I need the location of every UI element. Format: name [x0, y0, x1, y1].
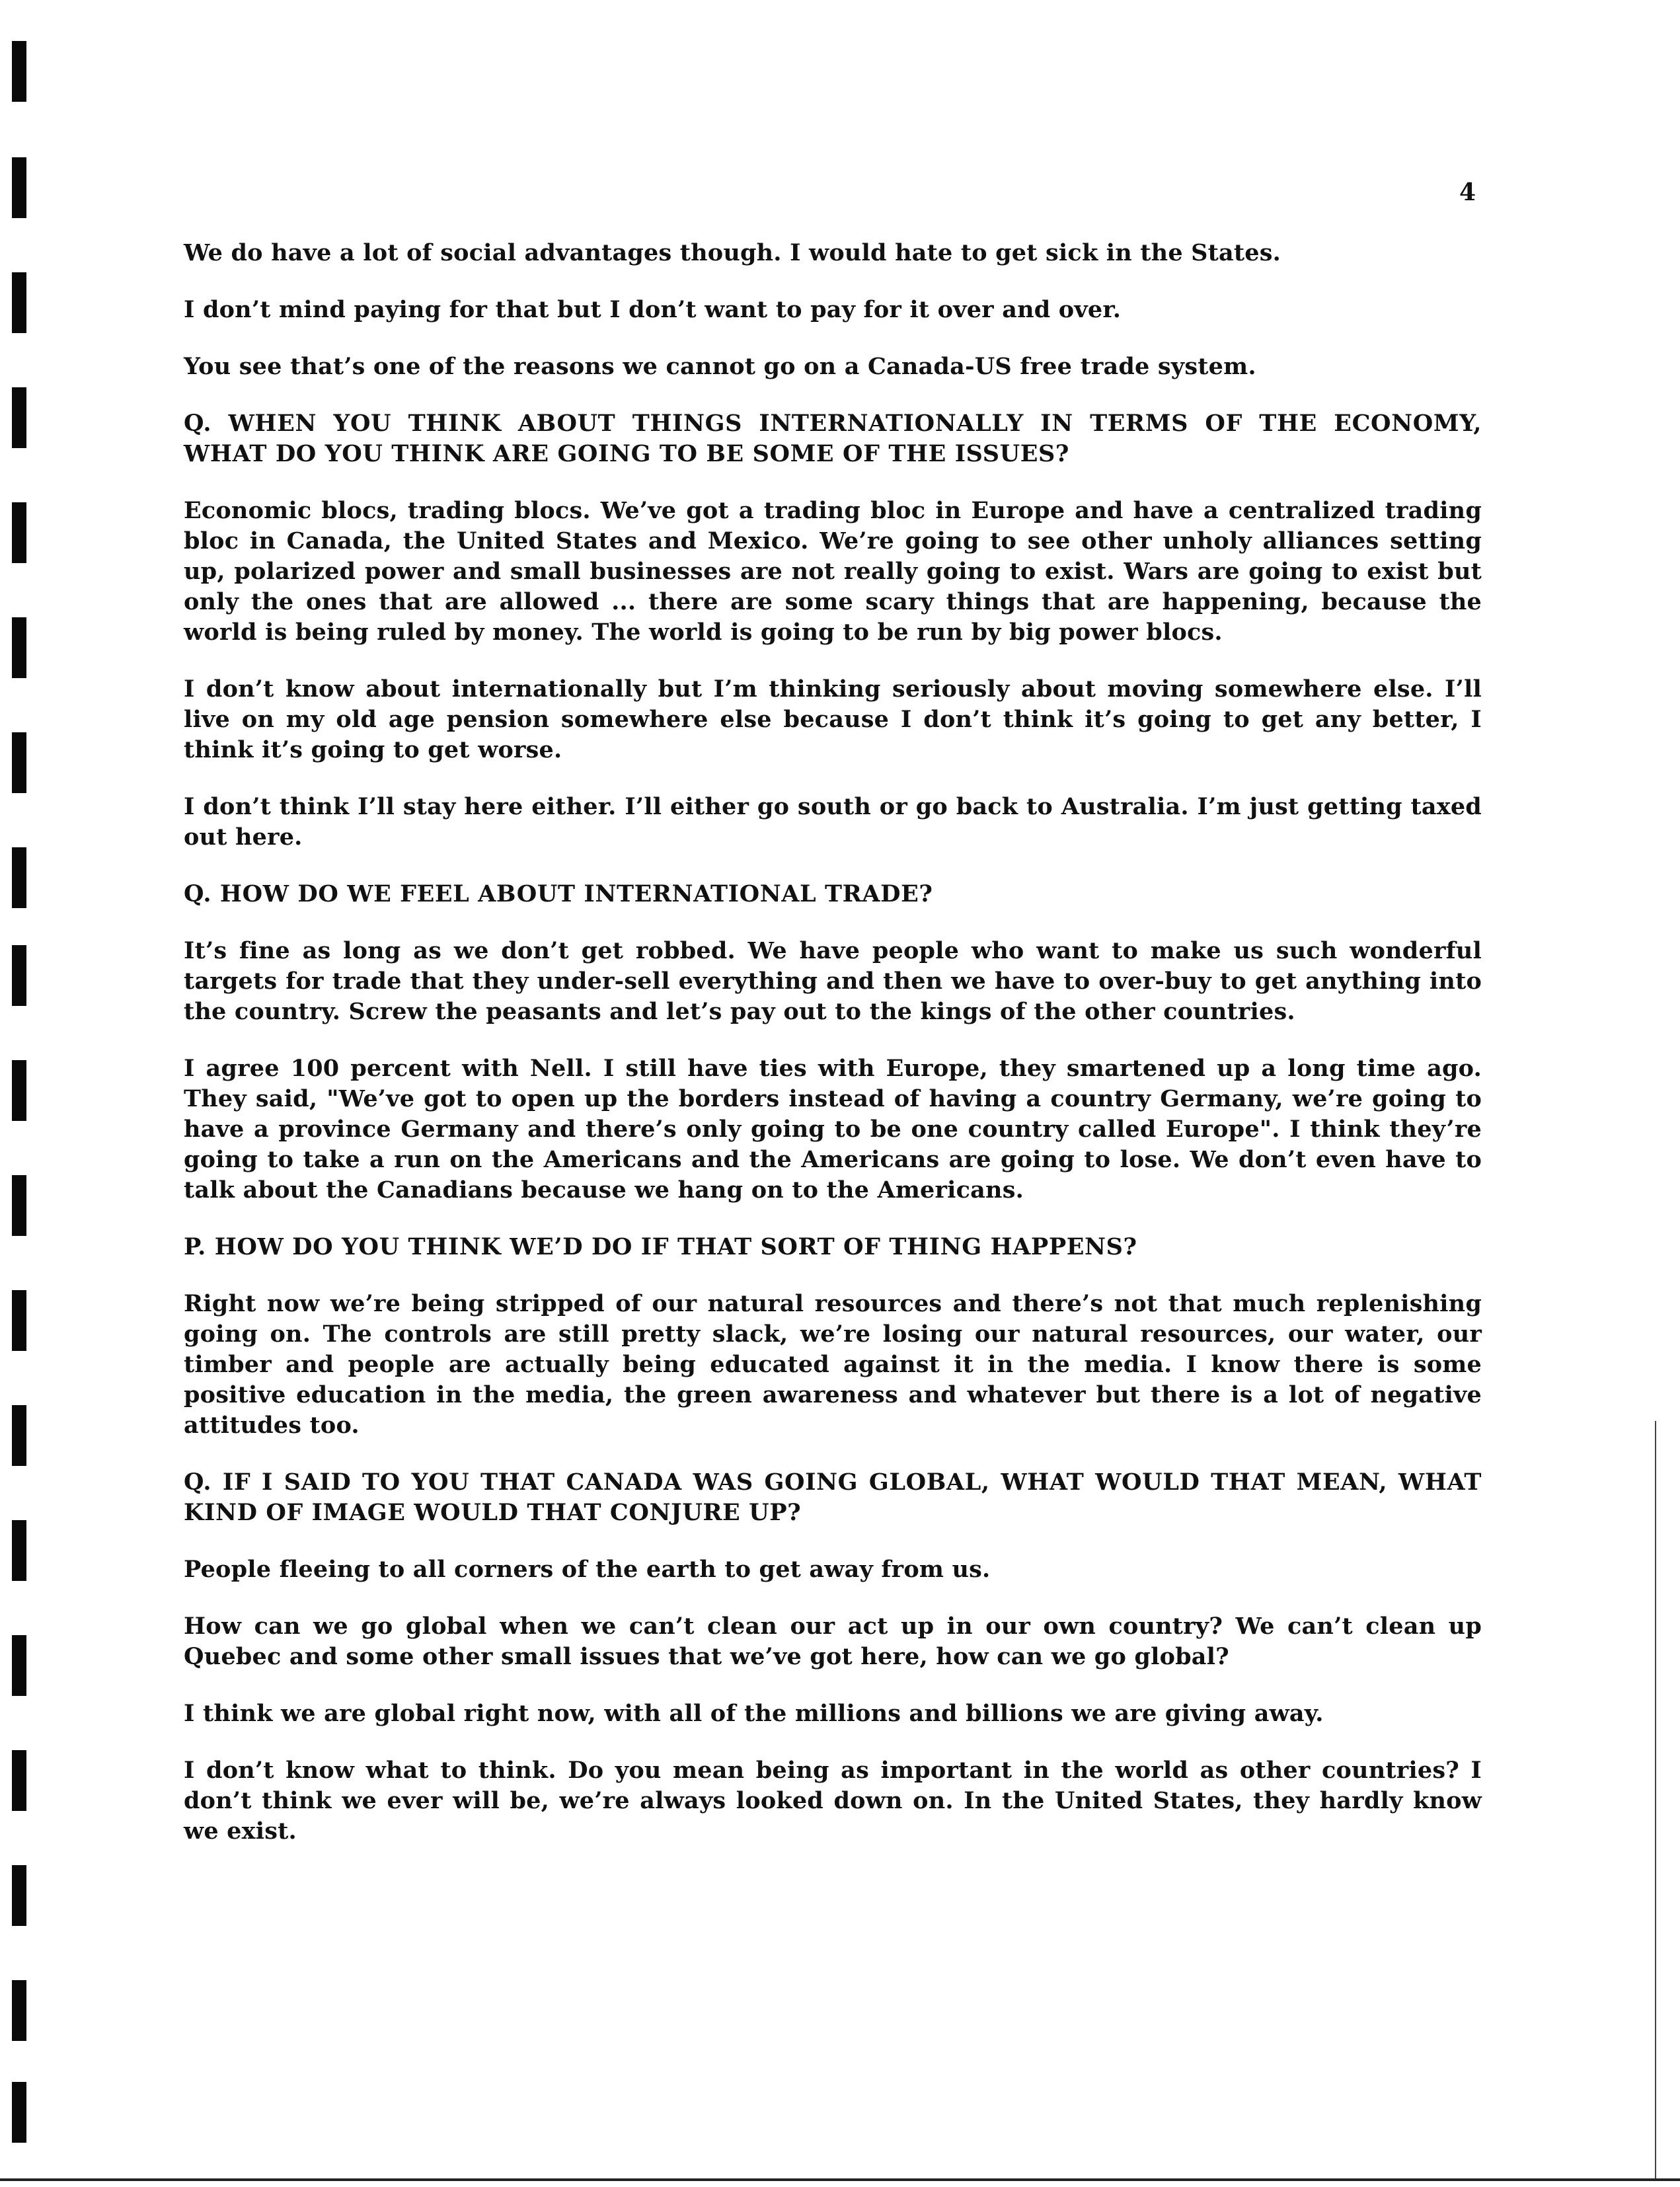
binding-mark	[12, 847, 26, 908]
answer-paragraph: I don’t know what to think. Do you mean being as important in the world as other countries? I don’t think we ever will be, we’re always looked down on. In the United States, they hardly know we exist.	[184, 1757, 1482, 1845]
binding-mark	[12, 945, 26, 1006]
binding-mark	[12, 272, 26, 333]
answer-paragraph: It’s fine as long as we don’t get robbed. We have people who want to make us such wonderful targets for trade that they under-sell everything and then we have to over-buy to get anything into the country. Screw the peasants and let’s pay out to the kings of the other countries.	[184, 937, 1482, 1025]
answer-paragraph: I think we are global right now, with all of the millions and billions we are giving away.	[184, 1700, 1324, 1727]
question-heading: P. HOW DO YOU THINK WE’D DO IF THAT SORT OF THING HAPPENS?	[184, 1233, 1137, 1260]
binding-mark	[12, 1865, 26, 1926]
answer-paragraph: Economic blocs, trading blocs. We’ve got a trading bloc in Europe and have a centralized trading bloc in Canada, the United States and Mexico. We’re going to see other unholy alliances setting up, polarized power and small businesses are not really going to exist. Wars are going to exist but only the ones that are allowed ... there are some scary things that are happening, because the world is being ruled by money. The world is going to be run by big power blocs.	[184, 497, 1482, 646]
binding-mark	[12, 1635, 26, 1696]
question-heading: Q. IF I SAID TO YOU THAT CANADA WAS GOING GLOBAL, WHAT WOULD THAT MEAN, WHAT KIND OF IMAGE WOULD THAT CONJURE UP?	[184, 1469, 1482, 1526]
binding-mark	[12, 1520, 26, 1581]
answer-paragraph: You see that’s one of the reasons we cannot go on a Canada-US free trade system.	[184, 353, 1256, 380]
answer-paragraph: I don’t think I’ll stay here either. I’ll either go south or go back to Australia. I’m just getting taxed out here.	[184, 793, 1482, 851]
binding-mark	[12, 617, 26, 678]
binding-mark	[12, 502, 26, 563]
binding-mark	[12, 1750, 26, 1811]
binding-mark	[12, 157, 26, 218]
binding-mark	[12, 1175, 26, 1236]
binding-mark	[12, 41, 26, 102]
answer-paragraph: How can we go global when we can’t clean our act up in our own country? We can’t clean up Quebec and some other small issues that we’ve got here, how can we go global?	[184, 1613, 1482, 1670]
page-number: 4	[1459, 178, 1476, 206]
answer-paragraph: People fleeing to all corners of the earth to get away from us.	[184, 1556, 991, 1583]
binding-marks	[12, 0, 28, 2187]
binding-mark	[12, 1060, 26, 1121]
binding-mark	[12, 1405, 26, 1466]
binding-mark	[12, 732, 26, 793]
answer-paragraph: I don’t know about internationally but I’m thinking seriously about moving somewhere else. I’ll live on my old age pension somewhere else because I don’t think it’s going to get any better, I think it’s going to get worse.	[184, 675, 1482, 763]
binding-mark	[12, 387, 26, 448]
answer-paragraph: I agree 100 percent with Nell. I still have ties with Europe, they smartened up a long time ago. They said, "We’ve got to open up the borders instead of having a country Germany, we’re going to have a province Germany and there’s only going to be one country called Europe". I think they’re going to take a run on the Americans and the Americans are going to lose. We don’t even have to talk about the Canadians because we hang on to the Americans.	[184, 1055, 1482, 1204]
answer-paragraph: Right now we’re being stripped of our natural resources and there’s not that much replenishing going on. The controls are still pretty slack, we’re losing our natural resources, our water, our timber and people are actually being educated against it in the media. I know there is some positive education in the media, the green awareness and whatever but there is a lot of negative attitudes too.	[184, 1290, 1482, 1439]
answer-paragraph: We do have a lot of social advantages though. I would hate to get sick in the States.	[184, 239, 1281, 266]
binding-mark	[12, 1980, 26, 2041]
binding-mark	[12, 1290, 26, 1351]
question-heading: Q. WHEN YOU THINK ABOUT THINGS INTERNATIONALLY IN TERMS OF THE ECONOMY, WHAT DO YOU THINK ARE GOING TO BE SOME OF THE ISSUES?	[184, 410, 1482, 467]
scan-edge-bottom	[0, 2178, 1680, 2181]
question-heading: Q. HOW DO WE FEEL ABOUT INTERNATIONAL TRADE?	[184, 880, 933, 907]
scan-edge-right	[1655, 1421, 1656, 2178]
transcript-body	[184, 238, 1482, 1873]
answer-paragraph: I don’t mind paying for that but I don’t want to pay for it over and over.	[184, 296, 1122, 323]
binding-mark	[12, 2082, 26, 2143]
